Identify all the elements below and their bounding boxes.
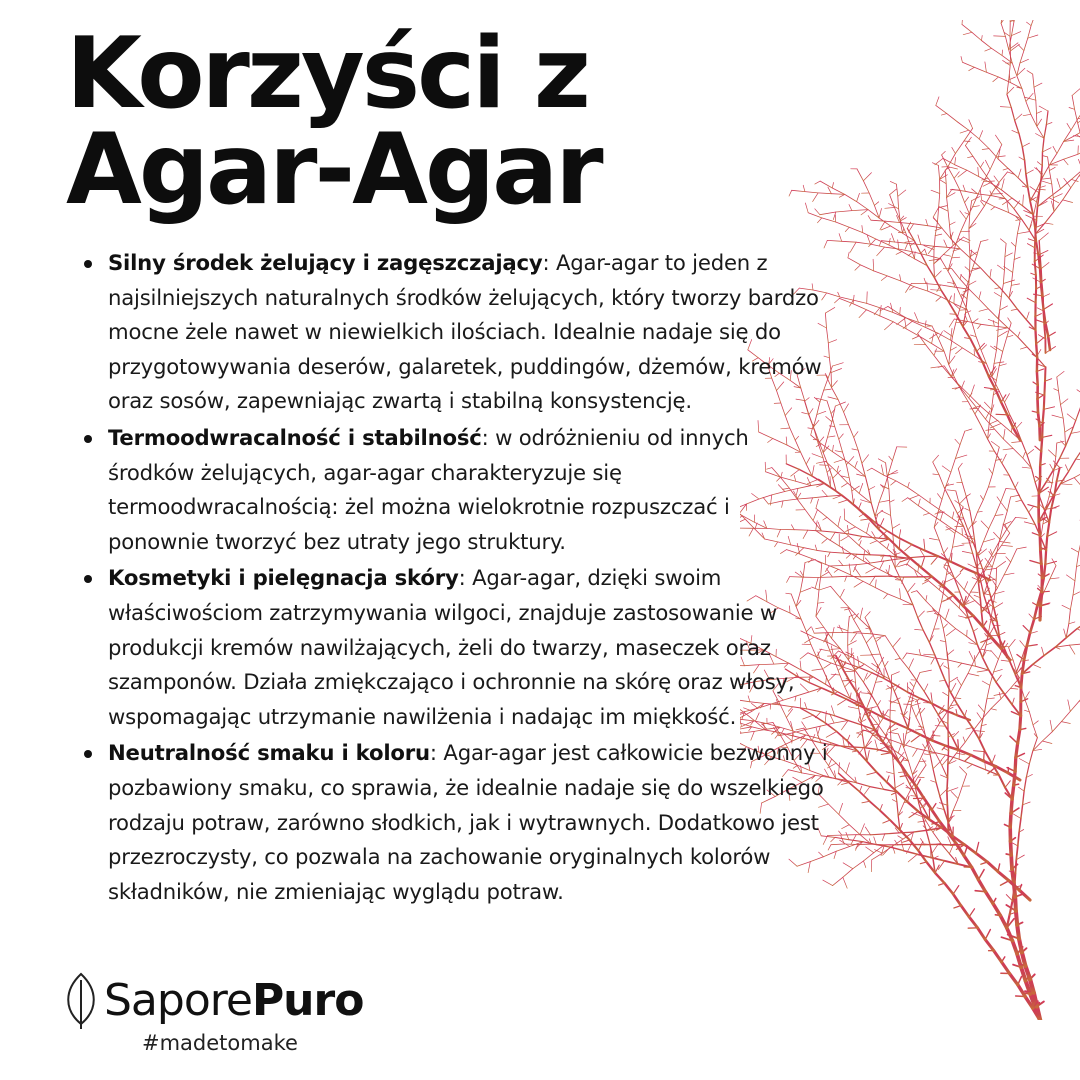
- title-line-1: Korzyści z: [66, 17, 588, 131]
- benefit-item-gelling: [78, 246, 830, 419]
- brand-logo: [62, 972, 363, 1030]
- benefit-item-thermoreversibility: [78, 421, 830, 559]
- benefit-heading: Kosmetyki i pielęgnacja skóry: [108, 565, 459, 591]
- brand-name-bold: Puro: [251, 975, 364, 1026]
- benefit-heading: Neutralność smaku i koloru: [108, 740, 430, 766]
- brand-hashtag: #madetomake: [142, 1031, 298, 1055]
- benefits-list: [78, 246, 830, 911]
- benefit-text: : Agar-agar, dzięki swoim właściwościom zatrzymywania wilgoci, znajduje zastosowanie w produkcji kremów nawilżających, żeli do twarzy, maseczek oraz szamponów. Działa zmiękczająco i ochronnie na skórę oraz włosy, wspomagając utrzymanie nawilżenia i nadając im miękkość.: [108, 565, 795, 729]
- benefit-text: : Agar-agar to jeden z najsilniejszych naturalnych środków żelujących, który tworzy bardzo mocne żele nawet w niewielkich ilościach. Idealnie nadaje się do przygotowywania deserów, galaretek, puddingów, dżemów, kremów oraz sosów, zapewniając zwartą i stabilną konsystencję.: [108, 250, 822, 414]
- benefit-text: : Agar-agar jest całkowicie bezwonny i pozbawiony smaku, co sprawia, że idealnie nadaje się do wszelkiego rodzaju potraw, zarówno słodkich, jak i wytrawnych. Dodatkowo jest przezroczysty, co pozwala na zachowanie oryginalnych kolorów składników, nie zmieniając wyglądu potraw.: [108, 740, 828, 904]
- benefit-item-neutral-taste: [78, 736, 830, 909]
- benefit-heading: Termoodwracalność i stabilność: [108, 424, 482, 450]
- brand-name: [104, 973, 363, 1029]
- page-title: [66, 17, 766, 227]
- benefit-item-cosmetics: [78, 561, 830, 734]
- title-line-2: Agar-Agar: [66, 113, 601, 227]
- benefit-text: : w odróżnieniu od innych środków żelujących, agar-agar charakteryzuje się termoodwracalnością: żel można wielokrotnie rozpuszczać i ponownie tworzyć bez utraty jego struktury.: [108, 424, 749, 554]
- benefit-heading: Silny środek żelujący i zagęszczający: [108, 250, 543, 275]
- leaf-icon: [62, 972, 100, 1030]
- brand-name-regular: Sapore: [104, 975, 252, 1026]
